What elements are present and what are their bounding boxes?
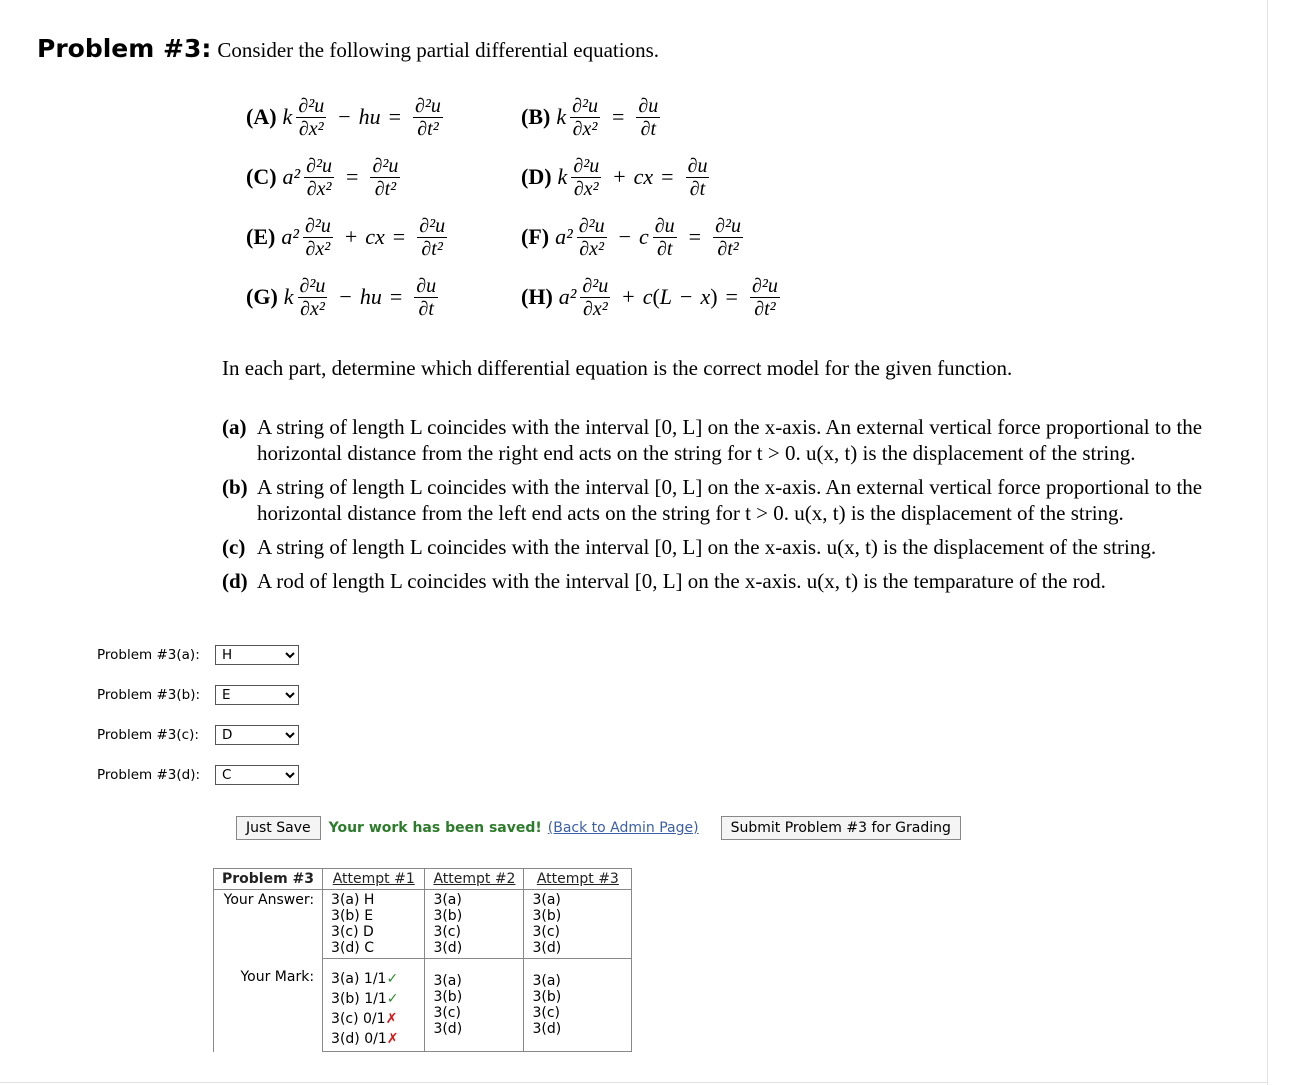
cross-icon: ✗ [385, 1011, 398, 1027]
saved-message: Your work has been saved! [328, 820, 542, 836]
problem-title: Problem #3: [37, 34, 212, 63]
instruction-text: In each part, determine which differential equation is the correct model for the given function. [222, 356, 1013, 380]
submit-button[interactable]: Submit Problem #3 for Grading [721, 816, 961, 840]
table-header-problem: Problem #3 [214, 869, 323, 890]
answer-row-c [97, 725, 299, 745]
answer-label-d: Problem #3(d): [97, 767, 201, 783]
part-d: (d) A rod of length L coincides with the interval [0, L] on the x-axis. u(x, t) is the temparature of the rod. [222, 569, 1106, 593]
attempt-2-marks: 3(a) 3(b) 3(c) 3(d) [425, 959, 524, 1052]
parts-list [222, 414, 1252, 602]
your-answer-label: Your Answer: [214, 890, 323, 959]
part-b: (b) A string of length L coincides with the interval [0, L] on the x-axis. An external vertical force proportional to the horizontal distance from the left end acts on the string for t > 0. u(x, t) is the displacement of the string. [222, 475, 1203, 525]
table-header-attempt-2[interactable]: Attempt #2 [425, 869, 524, 890]
page-frame-bottom [0, 1082, 1268, 1083]
table-header-attempt-1[interactable]: Attempt #1 [323, 869, 425, 890]
back-to-admin-link[interactable]: (Back to Admin Page) [547, 820, 699, 836]
attempt-2-answers: 3(a) 3(b) 3(c) 3(d) [425, 890, 524, 959]
attempt-3-answers: 3(a) 3(b) 3(c) 3(d) [524, 890, 632, 959]
attempt-1-marks: 3(a) 1/1✓ 3(b) 1/1✓ 3(c) 0/1✗ 3(d) 0/1✗ [323, 959, 425, 1052]
part-c: (c) A string of length L coincides with the interval [0, L] on the x-axis. u(x, t) is the displacement of the string. [222, 535, 1157, 559]
your-mark-label: Your Mark: [214, 959, 323, 1052]
just-save-button[interactable]: Just Save [236, 816, 321, 840]
cross-icon: ✗ [386, 1031, 399, 1047]
answer-label-c: Problem #3(c): [97, 727, 199, 743]
answer-select-d[interactable] [215, 765, 299, 785]
check-icon: ✓ [386, 971, 399, 987]
answer-select-c[interactable] [215, 725, 299, 745]
action-bar [236, 816, 961, 840]
answer-select-b[interactable] [215, 685, 299, 705]
page-frame-right [1267, 0, 1268, 1085]
answer-row-a [97, 645, 299, 665]
answer-row-d [97, 765, 299, 785]
equation-h: (H) a² $\frac{\text{∂²u}}{\text{∂x²}}$ + c ( L − x ) = $\frac{\text{∂²u}}{\text{∂t²}}$ [521, 274, 778, 320]
equation-e: (E) a² $\frac{\text{∂²u}}{\text{∂x²}}$ + cx = $\frac{\text{∂²u}}{\text{∂t²}}$ [246, 214, 446, 260]
equation-b: (B) k $\frac{\text{∂²u}}{\text{∂x²}}$ = $\frac{\partial u}{\partial t}$ [521, 94, 659, 140]
problem-intro: Consider the following partial differential equations. [217, 38, 660, 62]
equation-a: (A) k $\frac{\text{∂²u}}{\text{∂x²}}$ − hu = $\frac{\text{∂²u}}{\text{∂t²}}$ [246, 94, 441, 140]
attempts-table [213, 868, 632, 1052]
equation-list [246, 88, 846, 328]
table-header-attempt-3[interactable]: Attempt #3 [524, 869, 632, 890]
part-a: (a) A string of length L coincides with the interval [0, L] on the x-axis. An external vertical force proportional to the horizontal distance from the right end acts on the string for t > 0. u(x, t) is the displacement of the string. [222, 415, 1203, 465]
problem-header [37, 34, 659, 63]
equation-d: (D) k $\frac{\text{∂²u}}{\text{∂x²}}$ + cx = $\frac{\partial u}{\partial t}$ [521, 154, 708, 200]
equation-c: (C) a² $\frac{\text{∂²u}}{\text{∂x²}}$ = $\frac{\text{∂²u}}{\text{∂t²}}$ [246, 154, 399, 200]
attempt-1-answers: 3(a) H 3(b) E 3(c) D 3(d) C [323, 890, 425, 959]
check-icon: ✓ [386, 991, 399, 1007]
equation-g: (G) k $\frac{\text{∂²u}}{\text{∂x²}}$ − hu = $\frac{\partial u}{\partial t}$ [246, 274, 437, 320]
answer-select-a[interactable] [215, 645, 299, 665]
equation-f: (F) a² $\frac{\text{∂²u}}{\text{∂x²}}$ − c $\frac{\partial u}{\partial t}$ = $\frac{\text{∂²u}}{\text{∂t²}}$ [521, 214, 741, 260]
answer-row-b [97, 685, 299, 705]
attempt-3-marks: 3(a) 3(b) 3(c) 3(d) [524, 959, 632, 1052]
answer-label-a: Problem #3(a): [97, 647, 200, 663]
answer-label-b: Problem #3(b): [97, 687, 201, 703]
